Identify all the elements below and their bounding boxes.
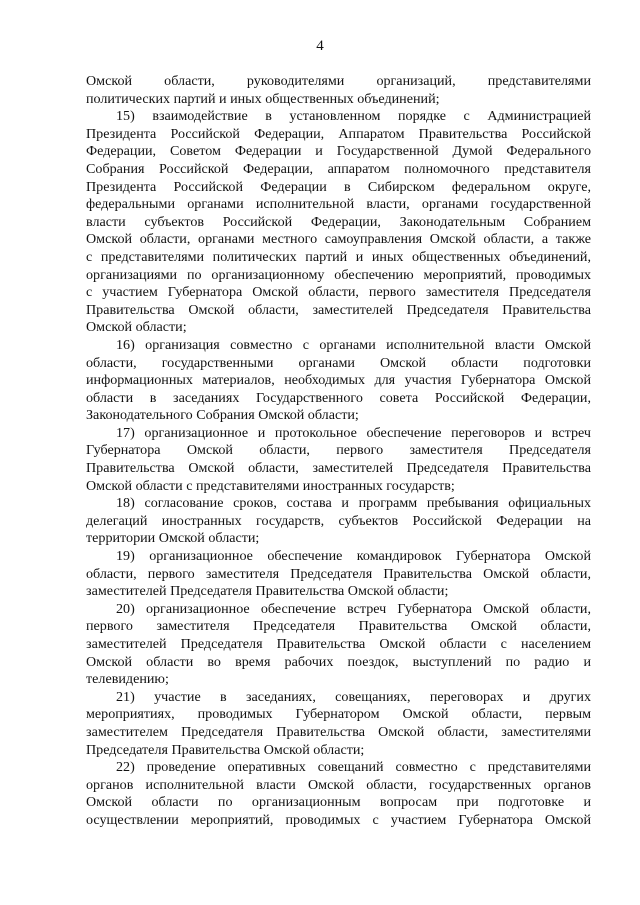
text-line: 18) согласование сроков, состава и программ пребывания официальных — [116, 495, 591, 512]
text-line: Собрания Российской Федерации, аппаратом полномочного представителя — [86, 160, 591, 177]
text-line: 17) организационное и протокольное обеспечение переговоров и встреч — [116, 424, 591, 441]
text-line: Законодательного Собрания Омской области; — [86, 407, 359, 424]
text-line: Омской области, руководителями организаций, представителями — [86, 73, 591, 89]
text-line: делегаций иностранных государств, субъектов Российской Федерации на — [86, 512, 591, 529]
text-line: Омской области; — [86, 319, 187, 336]
text-line: мероприятиях, проводимых Губернатором Омской области, первым — [86, 706, 591, 723]
text-line: 19) организационное обеспечение командировок Губернатора Омской — [116, 548, 591, 565]
text-line: заместителей Председателя Правительства Омской области; — [86, 583, 449, 600]
text-line: 21) участие в заседаниях, совещаниях, переговорах и других — [116, 688, 591, 705]
text-line: Правительства Омской области, заместителей Председателя Правительства — [86, 460, 591, 477]
document-body — [86, 73, 591, 830]
paragraph-item-19 — [86, 548, 591, 601]
text-line: первого заместителя Председателя Правительства Омской области, — [86, 618, 591, 635]
text-line: области, государственными органами Омской области подготовки — [86, 354, 591, 371]
paragraph-item-21 — [86, 689, 591, 759]
text-line: территории Омской области; — [86, 530, 260, 547]
text-line: осуществлении мероприятий, проводимых с участием Губернатора Омской — [86, 811, 591, 828]
paragraph-item-17 — [86, 425, 591, 495]
paragraph-item-15 — [86, 108, 591, 337]
text-line: Омской области, органами местного самоуправления Омской области, а также — [86, 231, 591, 248]
text-line: Федерации, Советом Федерации и Государственной Думой Федерального — [86, 143, 591, 160]
text-line: заместителей Председателя Правительства Омской области с населением — [86, 636, 591, 652]
text-line: 22) проведение оперативных совещаний совместно с представителями — [116, 759, 591, 776]
text-line: с участием Губернатора Омской области, первого заместителя Председателя — [86, 284, 591, 301]
text-line: политических партий и иных общественных объединений; — [86, 90, 440, 107]
text-line: области в заседаниях Государственного совета Российской Федерации, — [86, 389, 591, 406]
text-line: Правительства Омской области, заместителей Председателя Правительства — [86, 301, 591, 318]
text-line: области, первого заместителя Председателя Правительства Омской области, — [86, 565, 591, 582]
paragraph-continuation — [86, 73, 591, 108]
text-line: информационных материалов, необходимых для участия Губернатора Омской — [86, 372, 591, 389]
text-line: с представителями политических партий и иных общественных объединений, — [86, 248, 591, 265]
text-line: Президента Российской Федерации, Аппаратом Правительства Российской — [86, 125, 591, 142]
text-line: 15) взаимодействие в установленном порядке с Администрацией — [116, 108, 591, 125]
text-line: органов исполнительной власти Омской области, государственных органов — [86, 776, 591, 793]
text-line: организациями по организационному обеспечению мероприятий, проводимых — [86, 266, 591, 283]
text-line: власти субъектов Российской Федерации, Законодательным Собранием — [86, 213, 591, 230]
text-line: заместителем Председателя Правительства Омской области, заместителями — [86, 723, 591, 740]
text-line: Омской области во время рабочих поездок, выступлений по радио и — [86, 653, 591, 670]
text-line: телевидению; — [86, 671, 169, 688]
text-line: Председателя Правительства Омской области; — [86, 741, 365, 758]
text-line: Президента Российской Федерации в Сибирском федеральном округе, — [86, 178, 591, 195]
text-line: 20) организационное обеспечение встреч Губернатора Омской области, — [116, 600, 591, 617]
text-line: Губернатора Омской области, первого заместителя Председателя — [86, 442, 591, 459]
text-line: 16) организация совместно с органами исполнительной власти Омской — [116, 336, 591, 353]
paragraph-item-16 — [86, 337, 591, 425]
text-line: Омской области с представителями иностранных государств; — [86, 477, 455, 494]
page-number: 4 — [316, 38, 324, 54]
text-line: Омской области по организационным вопросам при подготовке и — [86, 794, 591, 811]
text-line: федеральными органами исполнительной власти, органами государственной — [86, 196, 591, 213]
paragraph-item-18 — [86, 495, 591, 548]
paragraph-item-22 — [86, 759, 591, 829]
paragraph-item-20 — [86, 601, 591, 689]
